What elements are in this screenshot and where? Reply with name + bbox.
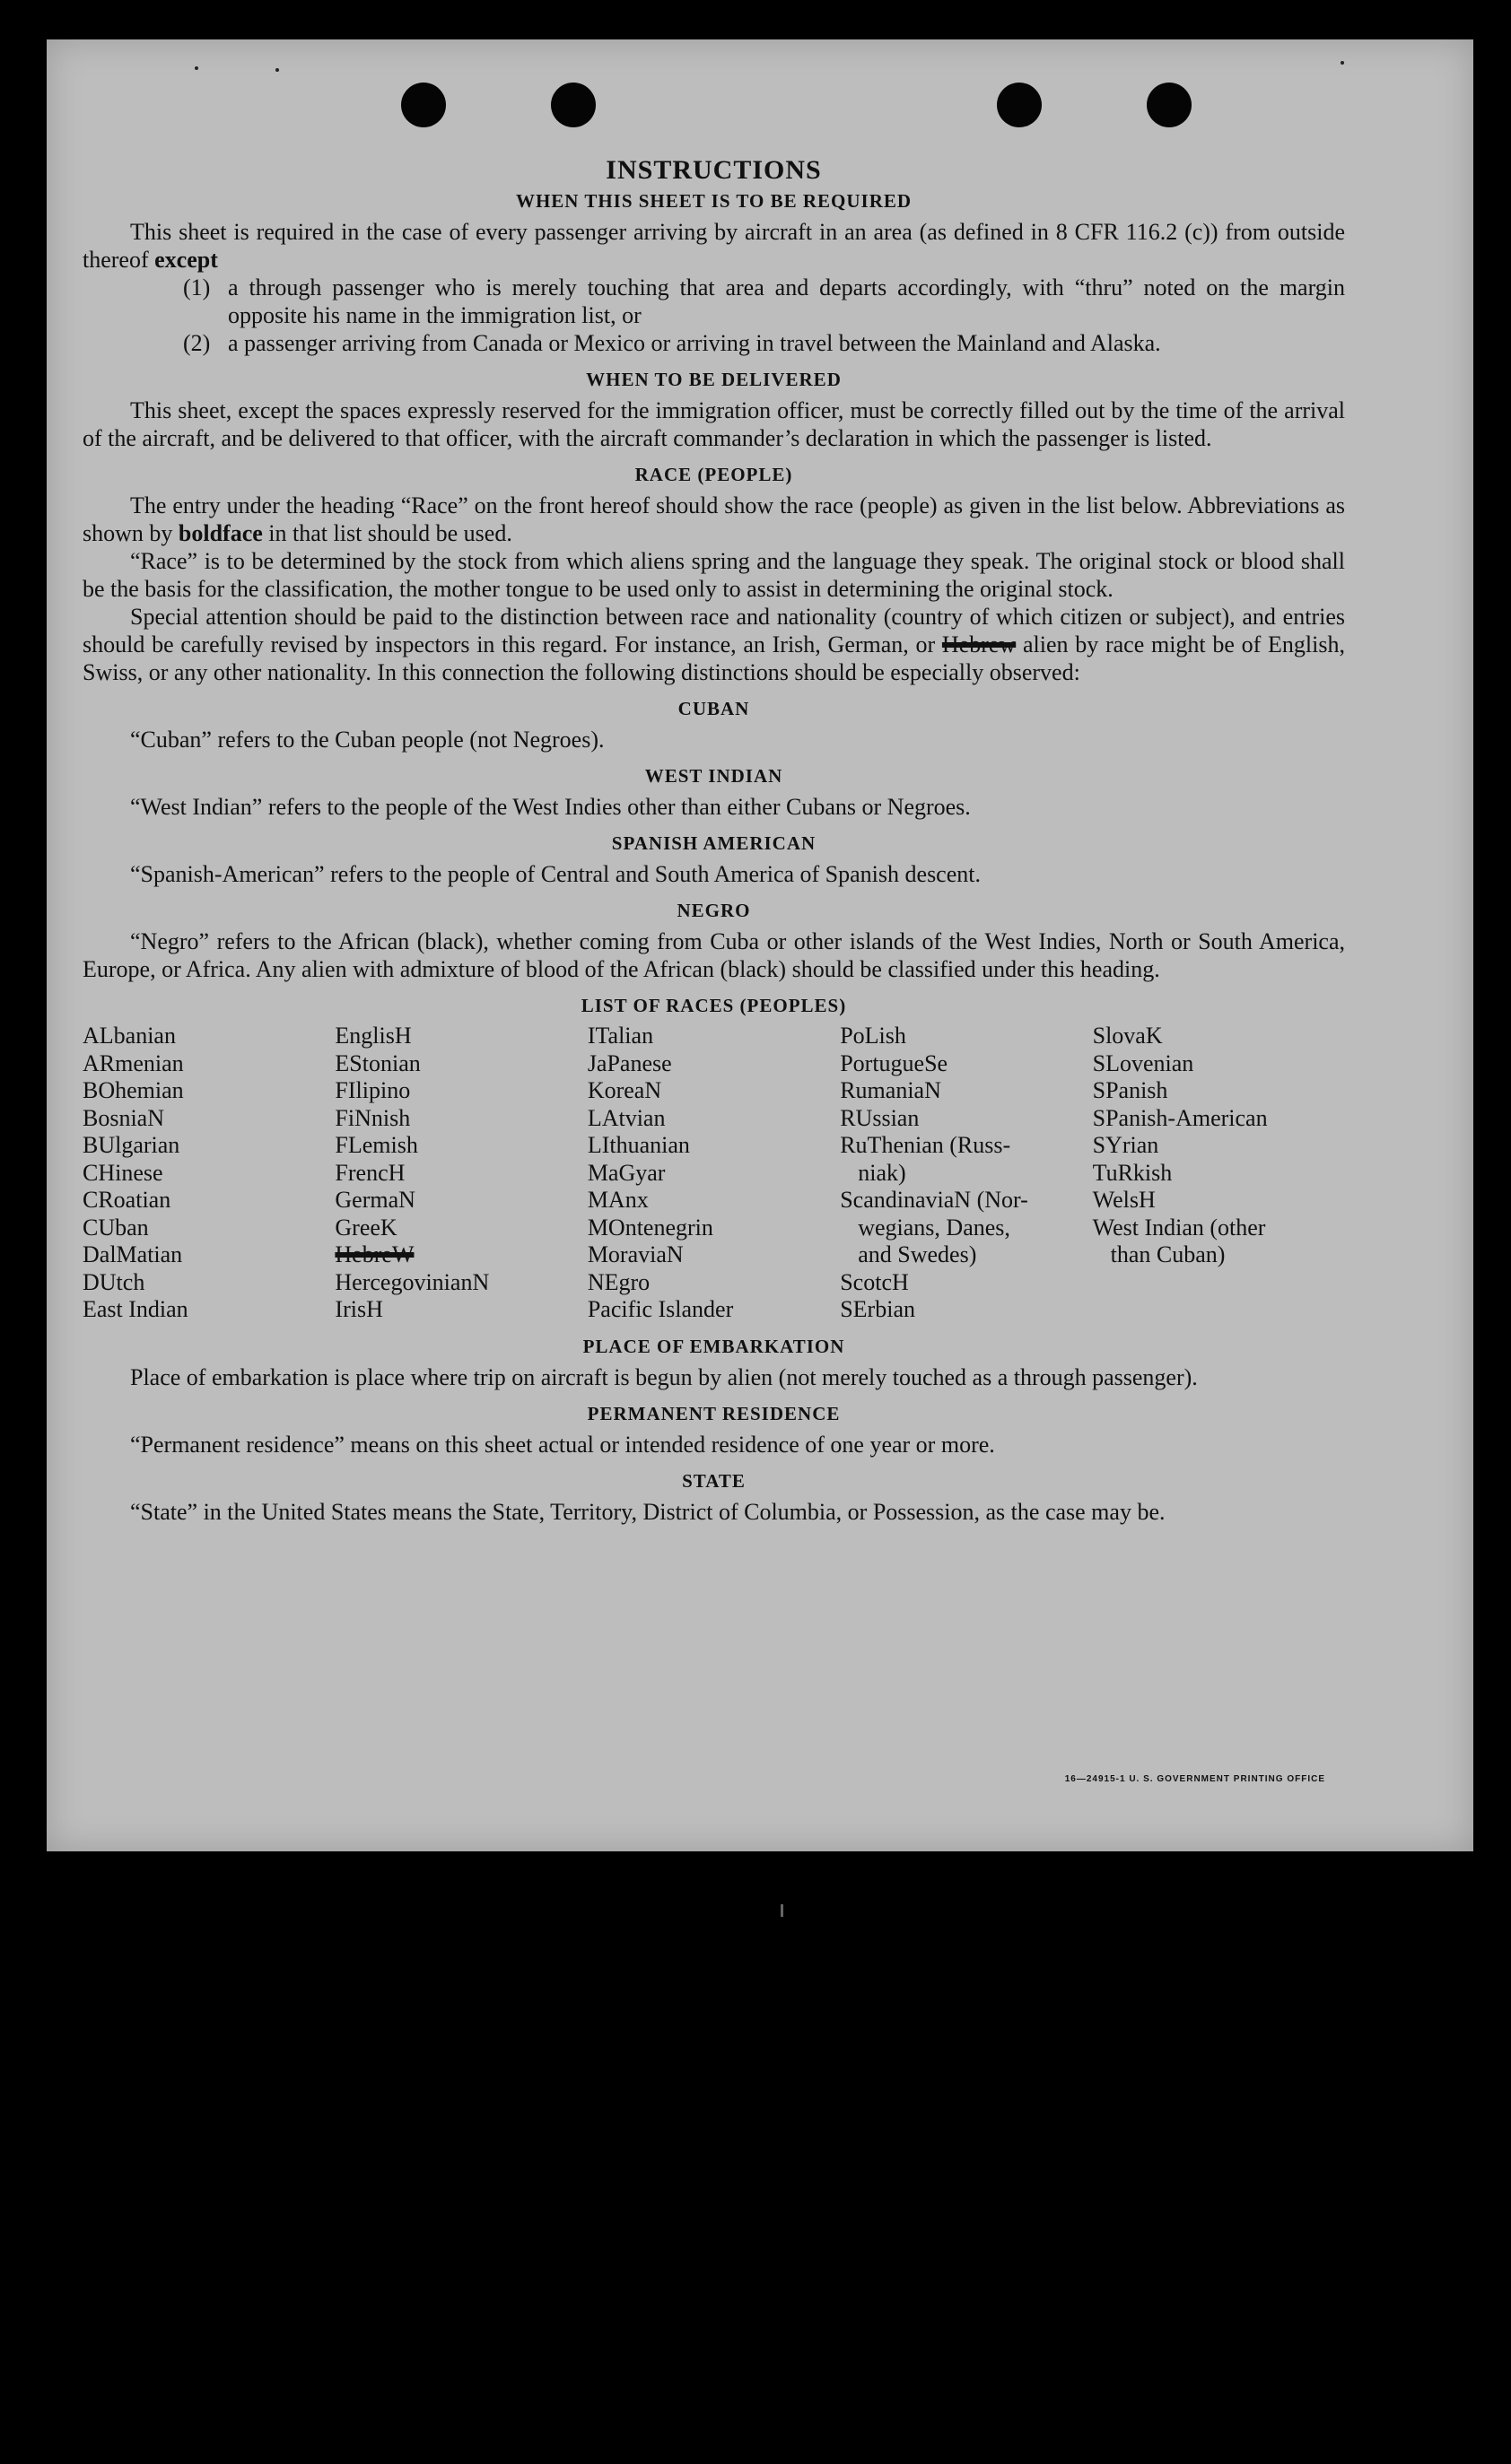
race-entry: and Swedes) xyxy=(858,1241,977,1267)
scan-mark xyxy=(781,1904,783,1917)
speck xyxy=(195,66,198,70)
race-entry: NEgro xyxy=(587,1268,651,1295)
paragraph: “Race” is to be determined by the stock from which aliens spring and the language they speak. The original stock or blood shall be the basis for the classification, the mother tongue to be used only to assist in determining the original stock. xyxy=(83,548,1345,602)
race-entry: DUtch xyxy=(83,1268,145,1295)
race-entry: CHinese xyxy=(83,1159,163,1186)
race-entry: SPanish-American xyxy=(1092,1104,1268,1131)
paragraph: “West Indian” refers to the people of the West Indies other than either Cubans or Negroes. xyxy=(130,794,971,820)
paragraph: “Permanent residence” means on this sheet actual or intended residence of one year or more. xyxy=(130,1431,995,1458)
race-entry: ScotcH xyxy=(840,1268,909,1295)
section-heading: PLACE OF EMBARKATION xyxy=(582,1335,845,1357)
race-entry: than Cuban) xyxy=(1110,1241,1226,1267)
paragraph: “Spanish-American” refers to the people of Central and South America of Spanish descent. xyxy=(130,861,981,887)
section-heading: WHEN TO BE DELIVERED xyxy=(586,369,842,390)
races-list xyxy=(83,1023,1345,1324)
race-entry: FiNnish xyxy=(335,1104,411,1131)
race-entry: RuThenian (Russ- xyxy=(840,1132,1011,1158)
race-entry: WelsH xyxy=(1092,1187,1156,1213)
instructions-body xyxy=(83,156,1345,1526)
section-heading: SPANISH AMERICAN xyxy=(611,832,817,854)
section-heading: WEST INDIAN xyxy=(644,765,783,787)
race-entry: BOhemian xyxy=(83,1077,184,1103)
paragraph: Special attention should be paid to the distinction between race and nationality (country of which citizen or subject), and entries should be carefully revised by inspectors in this regard. For instance, an Irish, German, or Hebrew alien by race might be of English, Swiss, or any other nationality. In this connection the following distinctions should be especially observed: xyxy=(83,604,1346,685)
race-entry: ITalian xyxy=(587,1023,654,1049)
section-heading: CUBAN xyxy=(677,698,750,719)
race-entry: KoreaN xyxy=(587,1077,662,1103)
race-entry: RUssian xyxy=(840,1104,920,1131)
race-entry: West Indian (other xyxy=(1092,1214,1266,1241)
punch-hole xyxy=(997,83,1042,127)
race-entry: ALbanian xyxy=(83,1023,176,1049)
race-entry: SPanish xyxy=(1092,1077,1168,1103)
races-column xyxy=(1093,1023,1345,1324)
race-entry: LIthuanian xyxy=(587,1132,690,1158)
section-heading: RACE (PEOPLE) xyxy=(634,464,793,485)
list-item: (2) a passenger arriving from Canada or Mexico or arriving in travel between the Mainland and Alaska. xyxy=(183,330,1161,356)
race-entry: RumaniaN xyxy=(840,1077,941,1103)
paragraph: This sheet is required in the case of every passenger arriving by aircraft in an area (as defined in 8 CFR 116.2 (c)) from outside thereof except xyxy=(83,219,1345,273)
race-entry: ARmenian xyxy=(83,1049,184,1076)
race-entry: BosniaN xyxy=(83,1104,164,1131)
race-entry: SYrian xyxy=(1092,1132,1159,1158)
races-column xyxy=(335,1023,587,1324)
race-entry: EStonian xyxy=(335,1049,421,1076)
race-entry: SlovaK xyxy=(1092,1023,1163,1049)
page-title: INSTRUCTIONS xyxy=(606,155,822,185)
race-entry: DalMatian xyxy=(83,1241,183,1267)
races-column xyxy=(588,1023,840,1324)
race-entry: FrencH xyxy=(335,1159,406,1186)
punch-hole xyxy=(1147,83,1192,127)
race-entry: ScandinaviaN (Nor- xyxy=(840,1187,1028,1213)
paragraph: The entry under the heading “Race” on the front hereof should show the race (people) as given in the list below. Abbreviations as shown by boldface in that list should be used. xyxy=(83,492,1345,546)
section-heading: STATE xyxy=(682,1469,746,1492)
race-entry: SErbian xyxy=(840,1296,915,1322)
race-entry: CUban xyxy=(83,1214,149,1241)
race-entry: LAtvian xyxy=(587,1104,666,1131)
race-entry: BUlgarian xyxy=(83,1132,180,1158)
document-page xyxy=(47,39,1473,1851)
punch-hole xyxy=(551,83,596,127)
paragraph: This sheet, except the spaces expressly reserved for the immigration officer, must be correctly filled out by the time of the arrival of the aircraft, and be delivered to that officer, with the aircraft commander’s declaration in which the passenger is listed. xyxy=(83,397,1345,451)
race-entry: JaPanese xyxy=(587,1049,672,1076)
race-entry: CRoatian xyxy=(83,1187,171,1213)
speck xyxy=(1341,61,1344,65)
paragraph: Place of embarkation is place where trip on aircraft is begun by alien (not merely touched as a through passenger). xyxy=(130,1363,1198,1390)
race-entry: MOntenegrin xyxy=(587,1214,713,1241)
race-entry: IrisH xyxy=(335,1296,383,1322)
race-entry: TuRkish xyxy=(1092,1159,1173,1186)
race-entry: FLemish xyxy=(335,1132,418,1158)
race-entry: HercegovinianN xyxy=(335,1268,490,1295)
race-entry: HebreW xyxy=(335,1241,415,1267)
race-entry: EnglisH xyxy=(335,1023,412,1049)
race-entry: GermaN xyxy=(335,1187,415,1213)
race-entry: PortugueSe xyxy=(840,1049,948,1076)
race-entry: MaGyar xyxy=(587,1159,666,1186)
race-entry: wegians, Danes, xyxy=(858,1214,1010,1241)
race-entry: GreeK xyxy=(335,1214,397,1241)
race-entry: PoLish xyxy=(840,1023,906,1049)
race-entry: MoraviaN xyxy=(587,1241,684,1267)
race-entry: FIlipino xyxy=(335,1077,411,1103)
list-item: (1) a through passenger who is merely touching that area and departs accordingly, with “thru” noted on the margin opposite his name in the immigration list, or xyxy=(183,274,1345,328)
race-entry: Pacific Islander xyxy=(587,1296,734,1322)
race-entry: MAnx xyxy=(587,1187,649,1213)
section-heading: WHEN THIS SHEET IS TO BE REQUIRED xyxy=(515,190,913,212)
race-entry: East Indian xyxy=(83,1296,188,1322)
printing-office-code: 16—24915-1 U. S. GOVERNMENT PRINTING OFFICE xyxy=(1064,1774,1325,1784)
paragraph: “Cuban” refers to the Cuban people (not Negroes). xyxy=(130,727,605,753)
section-heading: PERMANENT RESIDENCE xyxy=(587,1402,841,1424)
paragraph: “State” in the United States means the State, Territory, District of Columbia, or Possession, as the case may be. xyxy=(130,1498,1166,1525)
punch-hole xyxy=(401,83,446,127)
races-column xyxy=(83,1023,335,1324)
paragraph: “Negro” refers to the African (black), whether coming from Cuba or other islands of the West Indies, North or South America, Europe, or Africa. Any alien with admixture of blood of the African (black) should be classified under this heading. xyxy=(83,928,1345,982)
speck xyxy=(275,68,279,72)
section-heading: LIST OF RACES (PEOPLES) xyxy=(581,995,847,1016)
races-column xyxy=(840,1023,1092,1324)
race-entry: SLovenian xyxy=(1092,1049,1194,1076)
struck-word: Hebrew xyxy=(941,631,1017,657)
race-entry: niak) xyxy=(858,1159,906,1186)
section-heading: NEGRO xyxy=(677,900,751,921)
